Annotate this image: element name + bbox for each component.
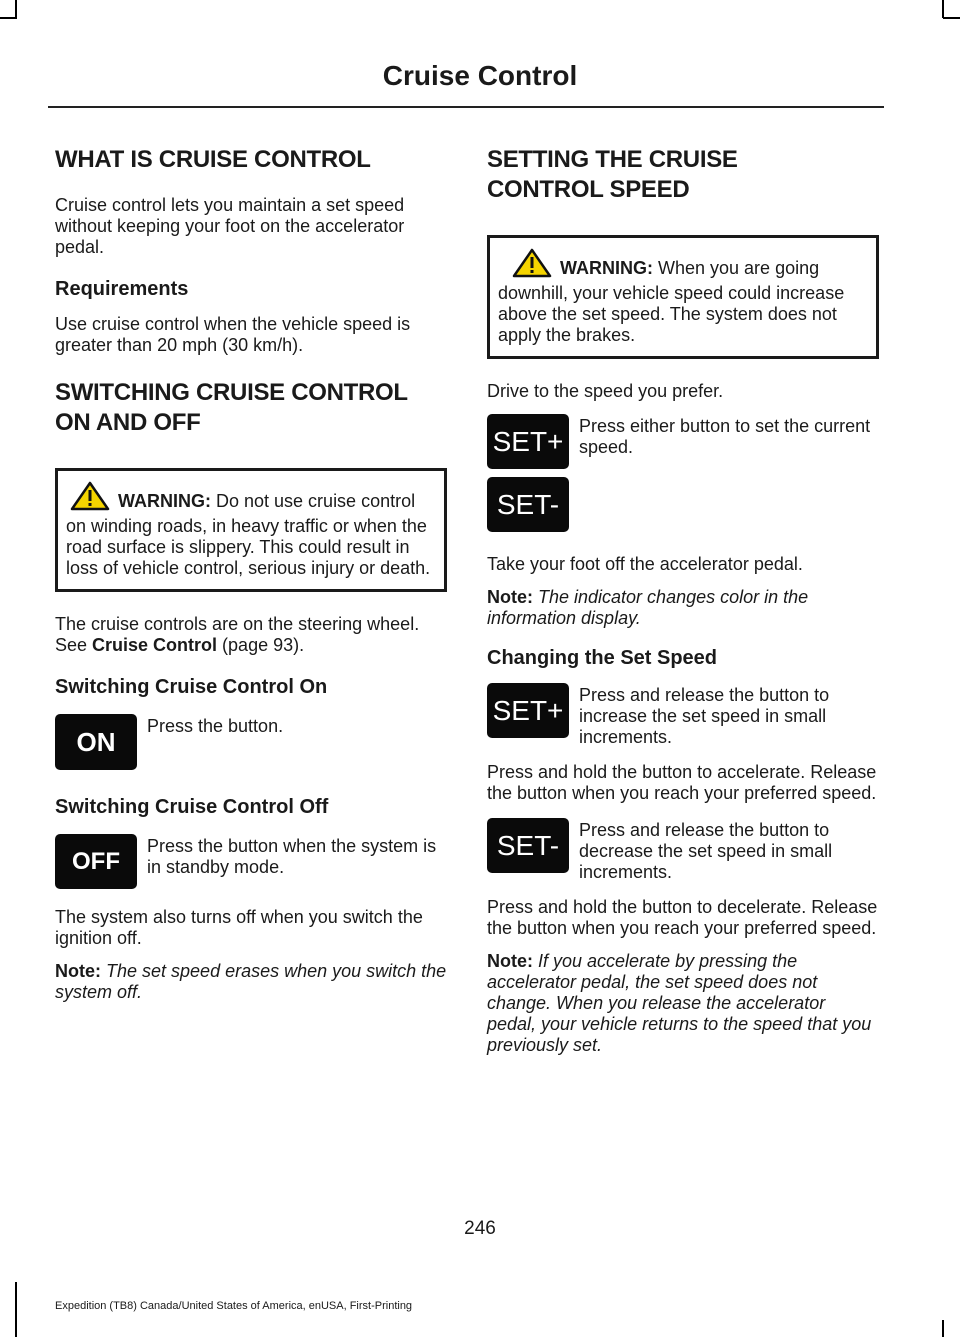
key-label: ON bbox=[76, 726, 116, 757]
key-label: SET+ bbox=[492, 694, 564, 726]
note-label: Note: bbox=[487, 587, 533, 607]
key-label: SET+ bbox=[492, 425, 564, 457]
paragraph: Take your foot off the accelerator pedal. bbox=[487, 554, 803, 574]
set-minus-button-image bbox=[487, 818, 569, 873]
instruction-text: Press the button. bbox=[147, 716, 284, 736]
section-heading bbox=[487, 145, 879, 205]
on-button-image bbox=[55, 714, 137, 770]
subheading: Switching Cruise Control On bbox=[55, 676, 328, 698]
key-label: SET- bbox=[496, 488, 560, 520]
crop-mark bbox=[942, 1320, 944, 1337]
warning-text: When you are going downhill, your vehicle speed could increase above the set speed. The system does not apply the brakes. bbox=[498, 258, 845, 345]
crop-mark bbox=[942, 0, 944, 18]
note-text: The set speed erases when you switch the system off. bbox=[55, 961, 447, 1002]
set-plus-button-image bbox=[487, 683, 569, 738]
left-column bbox=[55, 145, 447, 1015]
crop-mark bbox=[15, 0, 17, 18]
section-heading bbox=[55, 378, 447, 438]
warning-label: WARNING: bbox=[560, 258, 653, 278]
instruction-text: Press and release the button to decrease the set speed in small increments. bbox=[579, 820, 833, 882]
button-instruction bbox=[487, 414, 879, 469]
crop-mark bbox=[0, 17, 17, 19]
note-label: Note: bbox=[55, 961, 101, 981]
subheading: Switching Cruise Control Off bbox=[55, 796, 329, 818]
note bbox=[55, 961, 447, 1003]
paragraph: Drive to the speed you prefer. bbox=[487, 381, 724, 401]
note-text: The indicator changes color in the information display. bbox=[487, 587, 809, 628]
right-column bbox=[487, 145, 879, 1068]
page-number: 246 bbox=[464, 1218, 496, 1239]
section-heading: WHAT IS CRUISE CONTROL bbox=[55, 146, 371, 173]
button-instruction bbox=[487, 683, 879, 748]
note-text: If you accelerate by pressing the accelerator pedal, the set speed does not change. When you release the accelerator pedal, your vehicle returns to the speed that you previously set. bbox=[487, 951, 872, 1055]
off-button-image bbox=[55, 834, 137, 889]
note-label: Note: bbox=[487, 951, 533, 971]
heading-line: CONTROL SPEED bbox=[487, 176, 690, 203]
paragraph: The system also turns off when you switch the ignition off. bbox=[55, 907, 423, 948]
heading-line: ON AND OFF bbox=[55, 409, 201, 436]
paragraph: Use cruise control when the vehicle speed is greater than 20 mph (30 km/h). bbox=[55, 314, 411, 355]
note bbox=[487, 587, 879, 629]
paragraph: Press and hold the button to decelerate. Release the button when you reach your preferred speed. bbox=[487, 897, 878, 938]
warning-label: WARNING: bbox=[118, 491, 211, 511]
paragraph bbox=[55, 614, 447, 656]
warning-triangle-icon bbox=[70, 481, 110, 516]
key-label: SET- bbox=[496, 829, 560, 861]
note bbox=[487, 951, 879, 1056]
controls-text: The cruise controls are on the steering wheel. See bbox=[55, 614, 420, 655]
heading-line: SWITCHING CRUISE CONTROL bbox=[55, 379, 408, 406]
edition-footer: Expedition (TB8) Canada/United States of America, enUSA, First-Printing bbox=[55, 1300, 413, 1312]
button-instruction bbox=[55, 834, 447, 889]
set-minus-button-image bbox=[487, 477, 569, 532]
set-plus-button-image bbox=[487, 414, 569, 469]
crop-mark bbox=[943, 17, 960, 19]
warning-box bbox=[55, 468, 447, 592]
page-reference: (page 93). bbox=[217, 635, 305, 655]
header-divider bbox=[48, 106, 884, 108]
heading-line: SETTING THE CRUISE bbox=[487, 146, 738, 173]
subheading: Changing the Set Speed bbox=[487, 647, 718, 669]
instruction-text: Press the button when the system is in standby mode. bbox=[147, 836, 437, 877]
button-instruction bbox=[487, 477, 879, 532]
page-title: Cruise Control bbox=[382, 60, 578, 91]
button-instruction bbox=[55, 714, 447, 770]
warning-text: Do not use cruise control on winding roads, in heavy traffic or when the road surface is slippery. This could result in loss of vehicle control, serious injury or death. bbox=[66, 491, 431, 578]
instruction-text: Press and release the button to increase the set speed in small increments. bbox=[579, 685, 830, 747]
button-instruction bbox=[487, 818, 879, 883]
warning-box bbox=[487, 235, 879, 359]
paragraph: Cruise control lets you maintain a set speed without keeping your foot on the accelerator pedal. bbox=[55, 195, 405, 257]
instruction-text: Press either button to set the current speed. bbox=[579, 416, 871, 457]
key-label: OFF bbox=[72, 847, 120, 875]
warning-triangle-icon bbox=[512, 248, 552, 283]
crop-mark bbox=[15, 1282, 17, 1337]
cross-reference-link[interactable]: Cruise Control bbox=[92, 635, 218, 655]
paragraph: Press and hold the button to accelerate. Release the button when you reach your preferred speed. bbox=[487, 762, 877, 803]
subheading: Requirements bbox=[55, 278, 189, 300]
